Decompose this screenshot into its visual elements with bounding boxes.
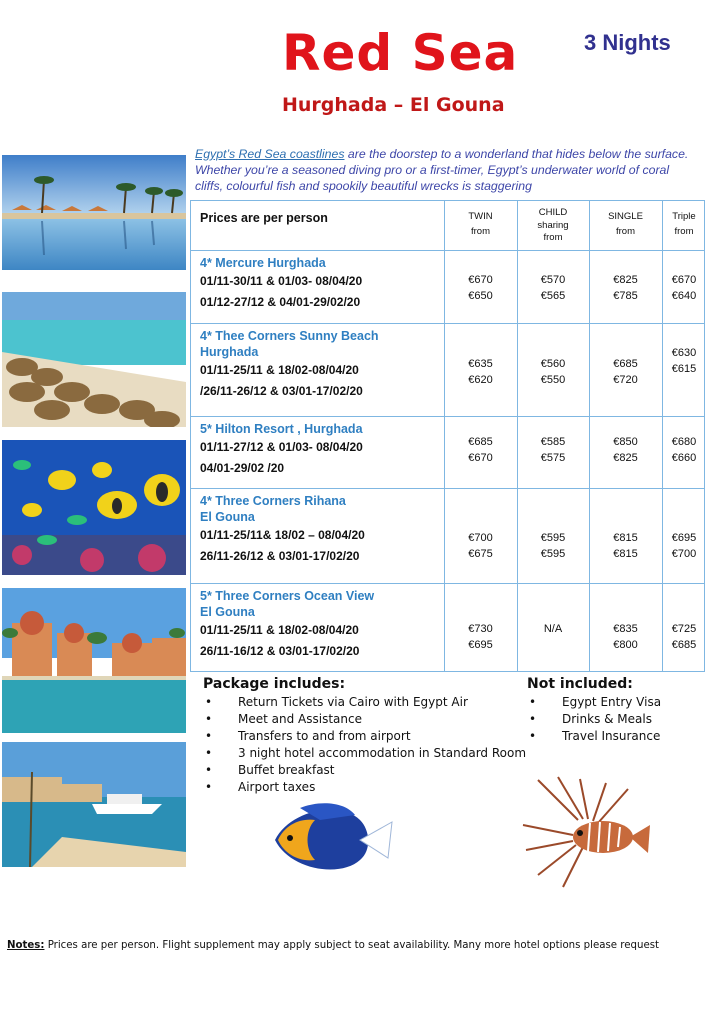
notes-label: Notes: xyxy=(7,940,45,951)
date-range: 26/11-16/12 & 03/01-17/02/20 xyxy=(200,644,360,658)
hotel-name: 5* Three Corners Ocean View xyxy=(200,589,375,603)
price-value: €725 xyxy=(671,623,697,635)
price-triple xyxy=(662,530,706,562)
price-child xyxy=(517,621,589,637)
lionfish-illustration xyxy=(518,775,653,890)
price-child xyxy=(517,356,589,388)
list-item: • Drinks & Meals xyxy=(527,711,661,728)
list-item: • Travel Insurance xyxy=(527,728,661,745)
price-value: €815 xyxy=(613,548,638,560)
price-triple xyxy=(662,434,706,466)
hotel-name: 4* Thee Corners Sunny Beach xyxy=(200,329,379,343)
price-twin xyxy=(444,272,517,304)
date-range: 01/12-27/12 & 04/01-29/02/20 xyxy=(200,295,361,309)
price-value: €695 xyxy=(468,639,493,651)
list-item: • Meet and Assistance xyxy=(203,711,526,728)
price-value: €595 xyxy=(540,532,566,544)
date-range: 26/11-26/12 & 03/01-17/02/20 xyxy=(200,549,360,563)
page-title: Red Sea xyxy=(282,24,519,82)
list-item: • 3 night hotel accommodation in Standard Room xyxy=(203,745,526,762)
price-twin xyxy=(444,530,517,562)
hotel-cell xyxy=(200,421,441,479)
price-value: €825 xyxy=(613,452,638,464)
price-value: €650 xyxy=(468,290,493,302)
price-value: €670 xyxy=(671,274,697,286)
price-value: €680 xyxy=(671,436,697,448)
beach-palms-photo xyxy=(2,155,186,270)
price-twin xyxy=(444,434,517,466)
price-value: €825 xyxy=(613,274,638,286)
list-item: • Egypt Entry Visa xyxy=(527,694,661,711)
price-value: €675 xyxy=(468,548,493,560)
price-value: €785 xyxy=(613,290,638,302)
price-single xyxy=(589,356,662,388)
price-value: €700 xyxy=(468,532,493,544)
hotel-name: 4* Three Corners Rihana xyxy=(200,494,346,508)
price-value: €685 xyxy=(468,436,493,448)
price-value: €570 xyxy=(540,274,566,286)
price-value: €700 xyxy=(671,548,697,560)
list-item: • Transfers to and from airport xyxy=(203,728,526,745)
price-value: €575 xyxy=(540,452,566,464)
price-value: €630 xyxy=(671,347,697,359)
intro-text: are the doorstep to a wonderland that hides below the surface. Whether you’re a seasoned diving pro or a first-timer, Egypt’s underwater world of coral cliffs, colourful fish and spookily beautiful wrecks is staggering xyxy=(195,147,689,193)
nights-badge: 3 Nights xyxy=(584,30,671,55)
price-value: €720 xyxy=(613,374,638,386)
price-grid xyxy=(190,200,705,672)
price-value: €550 xyxy=(540,374,566,386)
intro-paragraph xyxy=(195,146,695,194)
price-single xyxy=(589,272,662,304)
angelfish-illustration xyxy=(260,800,395,878)
price-single xyxy=(589,530,662,562)
date-range: 01/11-27/12 & 01/03- 08/04/20 xyxy=(200,440,363,454)
price-triple xyxy=(662,621,706,653)
price-value: €815 xyxy=(613,532,638,544)
list-item: • Buffet breakfast xyxy=(203,762,526,779)
price-value: €660 xyxy=(671,452,697,464)
price-value: €835 xyxy=(613,623,638,635)
price-triple xyxy=(662,272,706,304)
col-header-text: from xyxy=(674,226,694,237)
table-header-label: Prices are per person xyxy=(200,211,328,225)
col-header-text: Triple xyxy=(672,211,696,222)
hotel-cell xyxy=(200,328,441,402)
price-value: €615 xyxy=(671,363,697,375)
date-range: 01/11-25/11 & 18/02-08/04/20 xyxy=(200,363,359,377)
coral-fish-photo xyxy=(2,440,186,575)
col-header-triple xyxy=(662,209,706,239)
price-value: €730 xyxy=(468,623,493,635)
price-child xyxy=(517,530,589,562)
price-value: N/A xyxy=(543,623,563,635)
price-value: €585 xyxy=(540,436,566,448)
price-value: €640 xyxy=(671,290,697,302)
price-value: €685 xyxy=(613,358,638,370)
notes-text: Prices are per person. Flight supplement may apply subject to seat availability. Many more hotel options please request xyxy=(44,940,660,951)
price-triple xyxy=(662,345,706,377)
col-header-text: sharing xyxy=(537,219,569,231)
price-value: €595 xyxy=(540,548,566,560)
hotel-name: El Gouna xyxy=(200,605,255,619)
marina-yacht-photo xyxy=(2,742,186,867)
page-subtitle: Hurghada – El Gouna xyxy=(282,94,505,116)
hotel-name: El Gouna xyxy=(200,510,255,524)
col-header-text: from xyxy=(543,232,563,243)
notes-line xyxy=(7,940,659,951)
col-header-text: from xyxy=(616,226,635,237)
hotel-name: Hurghada xyxy=(200,345,259,359)
hotel-name: 4* Mercure Hurghada xyxy=(200,256,326,270)
price-value: €635 xyxy=(468,358,493,370)
price-value: €560 xyxy=(540,358,566,370)
price-value: €695 xyxy=(671,532,697,544)
price-child xyxy=(517,272,589,304)
col-header-text: TWIN xyxy=(468,211,493,222)
date-range: 01/11-25/11& 18/02 – 08/04/20 xyxy=(200,528,365,542)
hotel-cell xyxy=(200,588,441,662)
intro-link[interactable]: Egypt’s Red Sea coastlines xyxy=(195,147,345,161)
col-header-text: SINGLE xyxy=(608,211,643,222)
list-item: • Return Tickets via Cairo with Egypt Air xyxy=(203,694,526,711)
date-range: 01/11-30/11 & 01/03- 08/04/20 xyxy=(200,274,363,288)
price-value: €565 xyxy=(540,290,566,302)
hotel-name: 5* Hilton Resort , Hurghada xyxy=(200,422,363,436)
price-value: €670 xyxy=(468,452,493,464)
not-included-title: Not included: xyxy=(527,676,633,692)
col-header-text: CHILD xyxy=(538,207,568,218)
list-item: • Airport taxes xyxy=(203,779,526,796)
package-includes-title: Package includes: xyxy=(203,676,346,692)
date-range: /26/11-26/12 & 03/01-17/02/20 xyxy=(200,384,363,398)
price-value: €670 xyxy=(468,274,493,286)
col-header-single xyxy=(589,209,662,239)
price-value: €620 xyxy=(468,374,493,386)
price-value: €850 xyxy=(613,436,638,448)
date-range: 04/01-29/02 /20 xyxy=(200,461,285,475)
price-single xyxy=(589,434,662,466)
hotel-cell xyxy=(200,493,441,567)
col-header-twin xyxy=(444,209,517,239)
col-header-text: from xyxy=(471,226,490,237)
col-header-child xyxy=(517,207,589,245)
price-child xyxy=(517,434,589,466)
beach-umbrellas-photo xyxy=(2,292,186,427)
price-twin xyxy=(444,621,517,653)
price-single xyxy=(589,621,662,653)
not-included-list xyxy=(527,694,661,745)
price-value: €685 xyxy=(671,639,697,651)
package-includes-list xyxy=(203,694,526,796)
date-range: 01/11-25/11 & 18/02-08/04/20 xyxy=(200,623,359,637)
price-twin xyxy=(444,356,517,388)
price-value: €800 xyxy=(613,639,638,651)
resort-buildings-photo xyxy=(2,588,186,733)
hotel-cell xyxy=(200,255,441,313)
